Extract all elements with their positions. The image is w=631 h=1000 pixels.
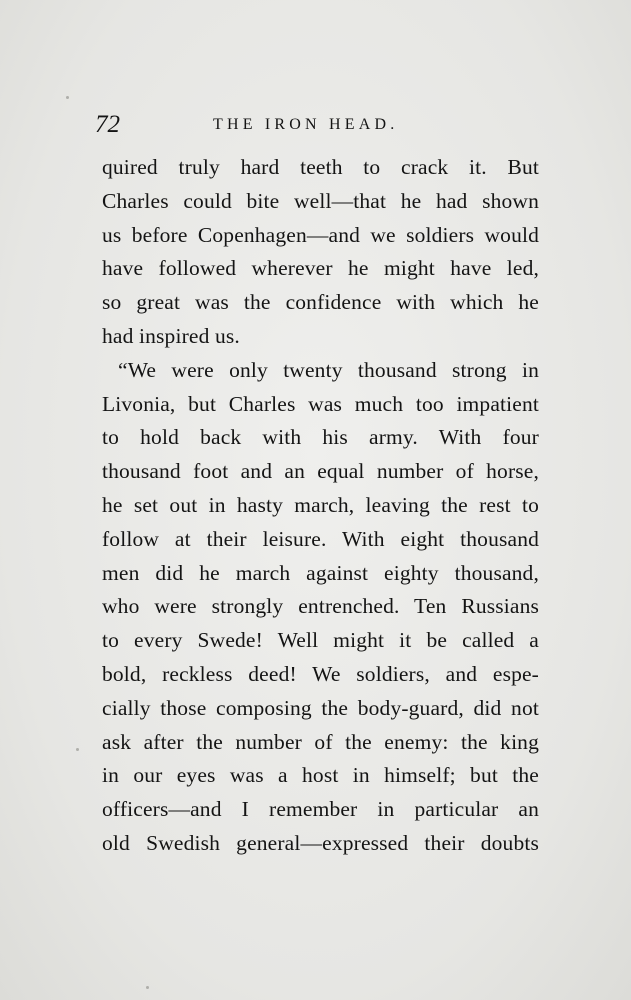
text-line: follow at their leisure. With eight thousand — [102, 526, 539, 551]
text-line: Livonia, but Charles was much too impatient — [102, 391, 539, 416]
text-line: he set out in hasty march, leaving the rest to — [102, 492, 539, 517]
text-line: officers—and I remember in particular an — [102, 797, 539, 822]
page-header — [95, 110, 540, 140]
text-line: to hold back with his army. With four — [102, 425, 539, 450]
paper-speck — [66, 96, 69, 99]
paper-speck — [146, 986, 149, 989]
paper-speck — [76, 748, 79, 751]
text-line: bold, reckless deed! We soldiers, and espe- — [102, 661, 539, 686]
text-line: who were strongly entrenched. Ten Russians — [102, 594, 539, 619]
text-line: quired truly hard teeth to crack it. But — [102, 155, 539, 179]
text-line: thousand foot and an equal number of horse, — [102, 459, 539, 484]
text-line: men did he march against eighty thousand, — [102, 560, 539, 585]
text-line: us before Copenhagen—and we soldiers would — [102, 222, 539, 247]
text-line: to every Swede! Well might it be called a — [102, 628, 539, 653]
text-line: old Swedish general—expressed their doubts — [102, 830, 539, 855]
text-line: cially those composing the body-guard, did not — [102, 695, 539, 720]
running-title: THE IRON HEAD. — [213, 116, 399, 133]
text-line: Charles could bite well—that he had shown — [102, 188, 539, 213]
text-line: had inspired us. — [102, 323, 240, 348]
page-number: 72 — [95, 111, 120, 138]
body-text — [102, 151, 539, 861]
text-line: in our eyes was a host in himself; but the — [102, 763, 539, 788]
text-line: have followed wherever he might have led, — [102, 256, 539, 281]
text-line: so great was the confidence with which he — [102, 290, 539, 315]
text-line: “We were only twenty thousand strong in — [118, 357, 539, 382]
text-line: ask after the number of the enemy: the king — [102, 729, 539, 754]
